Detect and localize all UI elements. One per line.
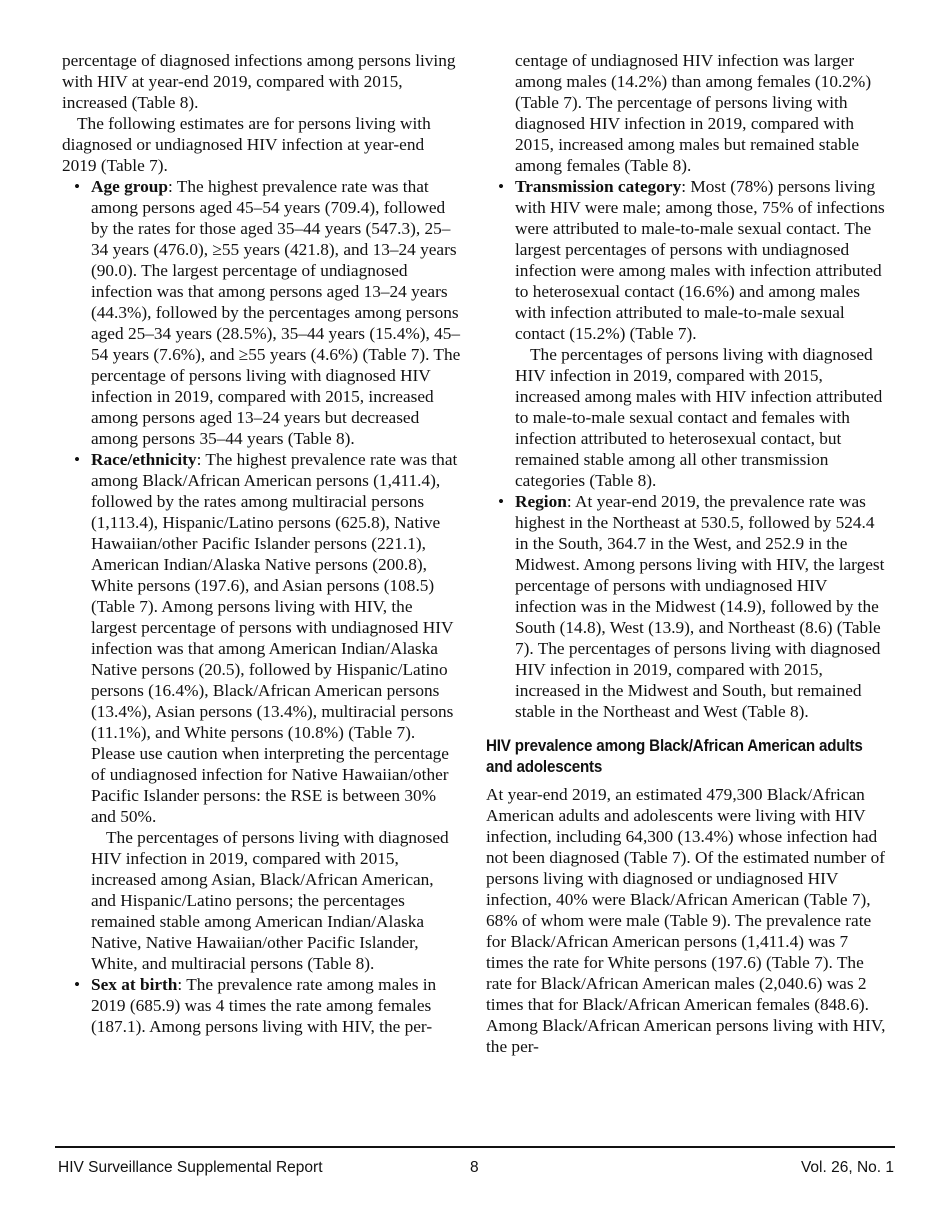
bullet-continuation (62, 827, 462, 974)
bullet-text: : At year-end 2019, the prevalence rate was highest in the Northeast at 530.5, followed by 524.4 in the South, 364.7 in the West, and 252.9 in the Midwest. Among persons living with HIV, the largest percentage of persons with undiagnosed HIV infection was in the Midwest (14.9), followed by the South (14.8), West (13.9), and Northeast (8.6) (Table 7). The percentages of persons living with diagnosed HIV infection in 2019, compared with 2015, increased in the Midwest and South, but remained stable in the Northeast and West (Table 8). (515, 492, 885, 721)
section-heading: HIV prevalence among Black/African American adults and adolescents (486, 737, 863, 776)
bullet-list (62, 176, 462, 1037)
bullet-label: Race/ethnicity (91, 450, 197, 469)
bullet-sex-at-birth (62, 974, 462, 1037)
bullet-text: : The highest prevalence rate was that among persons aged 45–54 years (709.4), followed by the rates for those aged 35–44 years (547.3), 25–34 years (476.0), ≥55 years (421.8), and 13–24 years (90.0). The largest percentage of undiagnosed infection was that among persons aged 13–24 years (44.3%), followed by the percentages among persons aged 25–34 years (28.5%), 35–44 years (15.4%), 45–54 years (7.6%), and ≥55 years (4.6%) (Table 7). The percentage of persons living with diagnosed HIV infection in 2019, compared with 2015, increased among persons aged 13–24 years but decreased among persons 35–44 years (Table 8). (91, 177, 461, 448)
bullet-text: : The highest prevalence rate was that among Black/African American persons (1,411.4), followed by the rates among multiracial persons (1,113.4), Hispanic/Latino persons (625.8), Native Hawaiian/other Pacific Islander persons (221.1), American Indian/Alaska Native persons (200.8), White persons (197.6), and Asian persons (108.5) (Table 7). Among persons living with HIV, the largest percentage of persons with undiagnosed HIV infection was that among American Indian/Alaska Native persons (20.5), followed by Hispanic/Latino persons (16.4%), Black/African American persons (13.4%), Asian persons (13.4%), multiracial persons (11.1%), and White persons (10.8%) (Table 7). Please use caution when interpreting the percentage of undiagnosed infection for Native Hawaiian/other Pacific Islander persons: the RSE is between 30% and 50%. (91, 450, 458, 826)
bullet-region (486, 491, 888, 722)
paragraph-intro: The following estimates are for persons living with diagnosed or undiagnosed HIV infection at year-end 2019 (Table 7). (62, 114, 431, 175)
bullet-label: Region (515, 492, 567, 511)
footer-report-title: HIV Surveillance Supplemental Report (58, 1159, 323, 1176)
paragraph: The percentages of persons living with diagnosed HIV infection in 2019, compared with 2015, increased among males with HIV infection attributed to male-to-male sexual contact and females with infection attributed to heterosexual contact, but remained stable among all other transmission categories (Table 8). (515, 345, 883, 490)
bullet-label: Age group (91, 177, 168, 196)
bullet-label: Sex at birth (91, 975, 178, 994)
bullet-list (486, 50, 888, 722)
footer-rule (55, 1146, 895, 1148)
bullet-race-ethnicity (62, 449, 462, 827)
paragraph: percentage of diagnosed infections among persons living with HIV at year-end 2019, compared with 2015, increased (Table 8). (62, 51, 456, 112)
bullet-continuation (486, 344, 888, 491)
right-column (486, 50, 888, 1057)
page-number: 8 (470, 1159, 479, 1176)
paragraph: centage of undiagnosed HIV infection was larger among males (14.2%) than among females (10.2%) (Table 7). The percentage of persons living with diagnosed HIV infection in 2019, compared with 2015, increased among males but remained stable among females (Table 8). (515, 51, 872, 175)
bullet-label: Transmission category (515, 177, 682, 196)
left-column (62, 50, 462, 1037)
bullet-continuation (486, 50, 888, 176)
bullet-age-group (62, 176, 462, 449)
bullet-transmission-category (486, 176, 888, 344)
footer-volume: Vol. 26, No. 1 (800, 1159, 894, 1176)
paragraph: At year-end 2019, an estimated 479,300 Black/African American adults and adolescents were living with HIV infection, including 64,300 (13.4%) whose infection had not been diagnosed (Table 7). Of the estimated number of persons living with diagnosed or undiagnosed HIV infection, 40% were Black/African American (Table 7), 68% of whom were male (Table 9). The prevalence rate for Black/African American persons (1,411.4) was 7 times the rate for White persons (197.6) (Table 7). The rate for Black/African American males (2,040.6) was 2 times that for Black/African American females (848.6). Among Black/African American persons living with HIV, the per- (486, 785, 886, 1056)
bullet-text: : The prevalence rate among males in 2019 (685.9) was 4 times the rate among females (187.1). Among persons living with HIV, the per- (91, 975, 437, 1036)
paragraph: The percentages of persons living with diagnosed HIV infection in 2019, compared with 2015, increased among Asian, Black/African American, and Hispanic/Latino persons; the percentages remained stable among American Indian/Alaska Native, Native Hawaiian/other Pacific Islander, White, and multiracial persons (Table 8). (91, 828, 449, 973)
bullet-text: : Most (78%) persons living with HIV were male; among those, 75% of infections were attributed to male-to-male sexual contact. The largest percentages of persons with undiagnosed infection were among males with infection attributed to heterosexual contact (16.6%) and among males with infection attributed to male-to-male sexual contact (15.2%) (Table 7). (515, 177, 885, 343)
